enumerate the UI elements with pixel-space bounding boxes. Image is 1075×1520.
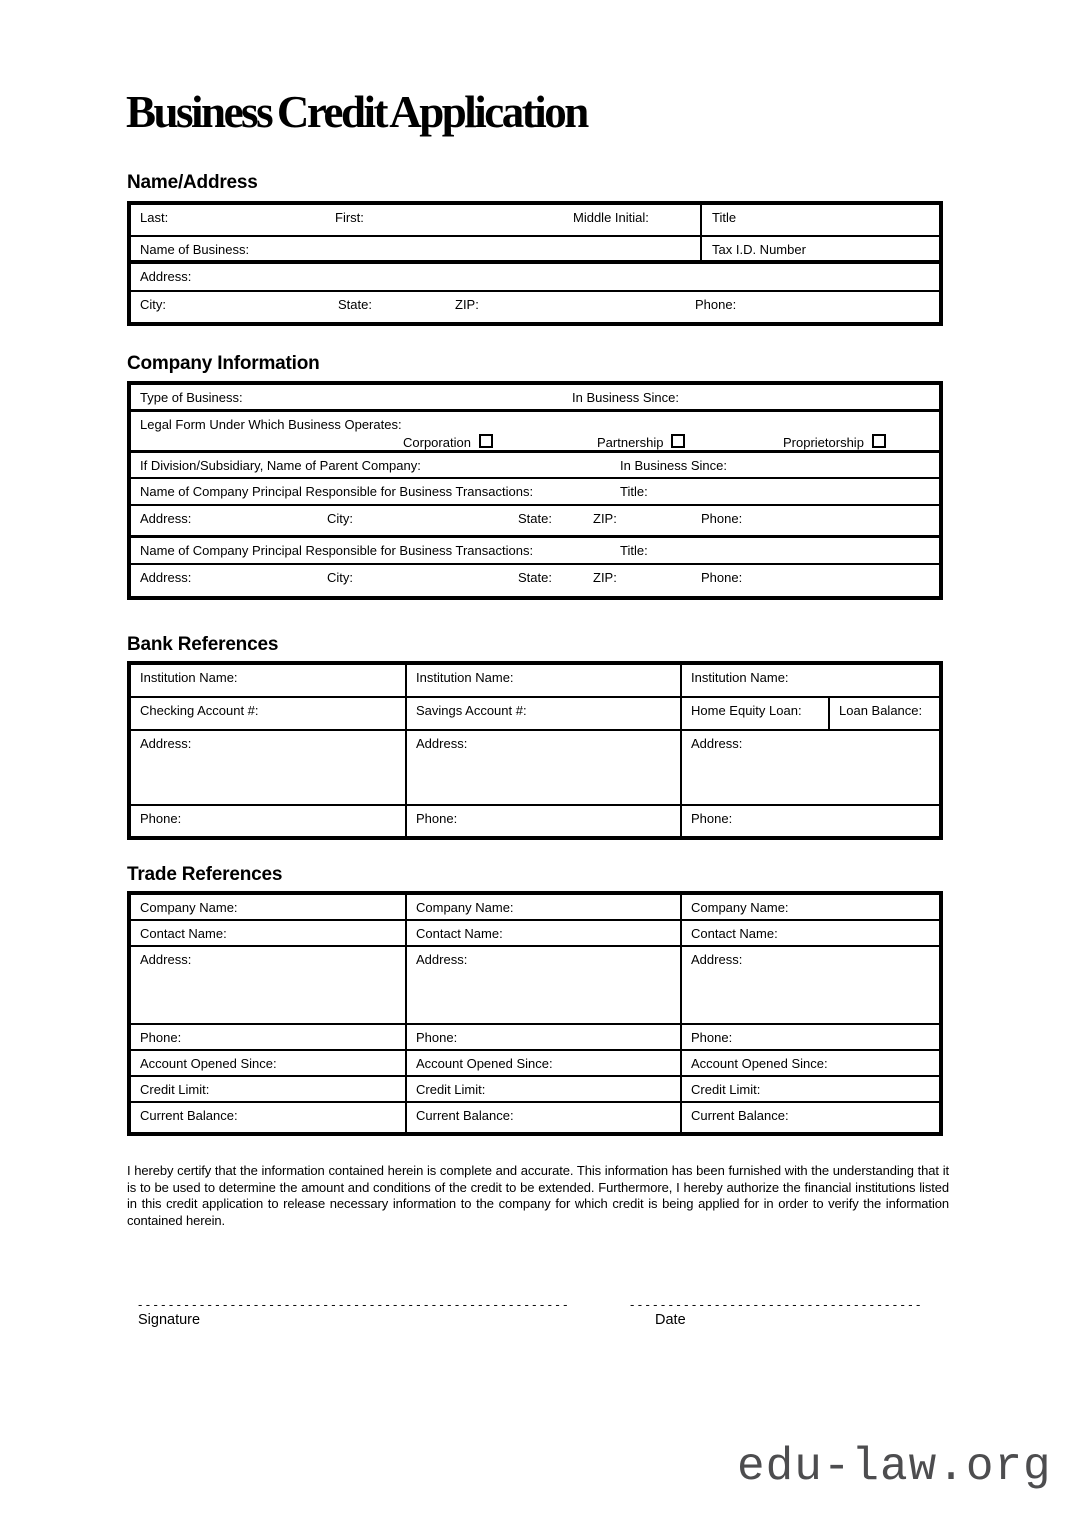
in-business-since-label: In Business Since: bbox=[620, 458, 727, 473]
zip-label: ZIP: bbox=[455, 297, 479, 312]
savings-account-label: Savings Account #: bbox=[416, 703, 527, 718]
address-label: Address: bbox=[140, 736, 192, 751]
bank-cell bbox=[405, 665, 680, 696]
phone-label: Phone: bbox=[701, 511, 743, 526]
trade-address-row bbox=[131, 947, 939, 1025]
principal-title-label: Title: bbox=[620, 484, 648, 499]
trade-cell bbox=[131, 947, 405, 1023]
credit-limit-row bbox=[131, 1077, 939, 1103]
state-label: State: bbox=[518, 511, 552, 526]
home-equity-loan-label: Home Equity Loan: bbox=[691, 703, 802, 718]
checking-account-label: Checking Account #: bbox=[140, 703, 259, 718]
corporation-option bbox=[403, 434, 493, 450]
principal-address-row bbox=[131, 506, 939, 538]
document-title: Business Credit Application bbox=[126, 87, 587, 137]
address-label: Address: bbox=[140, 511, 192, 526]
principal-address-row bbox=[131, 565, 939, 596]
name-address-table bbox=[127, 201, 943, 326]
credit-limit-label: Credit Limit: bbox=[691, 1082, 761, 1097]
bank-cell bbox=[405, 698, 680, 729]
business-name-label: Name of Business: bbox=[140, 242, 250, 257]
division-subsidiary-row bbox=[131, 453, 939, 479]
section-heading-name-address: Name/Address bbox=[127, 172, 258, 193]
trade-cell bbox=[680, 1025, 939, 1049]
credit-limit-label: Credit Limit: bbox=[140, 1082, 210, 1097]
first-name-label: First: bbox=[335, 210, 364, 225]
bank-phone-row bbox=[131, 806, 939, 836]
type-of-business-row bbox=[131, 385, 939, 412]
trade-cell bbox=[405, 1051, 680, 1075]
trade-cell bbox=[405, 947, 680, 1023]
principal-row bbox=[131, 538, 939, 565]
city-label: City: bbox=[140, 297, 166, 312]
trade-phone-row bbox=[131, 1025, 939, 1051]
account-row bbox=[131, 698, 939, 731]
partnership-label: Partnership bbox=[597, 435, 664, 450]
section-heading-bank-references: Bank References bbox=[127, 634, 279, 655]
section-heading-company-information: Company Information bbox=[127, 353, 320, 374]
business-name-row bbox=[131, 237, 939, 264]
address-row bbox=[131, 264, 939, 292]
certification-paragraph: I hereby certify that the information contained herein is complete and accurate. This information has been furnished with the understanding that it is to be used to determine the amount and conditions of the credit to be extended. Furthermore, I hereby authorize the financial institutions listed in this credit application to release necessary information to the company for which credit is being applied for in order to verify the information contained herein. bbox=[127, 1163, 949, 1228]
trade-cell bbox=[131, 921, 405, 945]
company-name-label: Company Name: bbox=[416, 900, 514, 915]
loan-balance-cell bbox=[828, 698, 939, 729]
legal-form-row bbox=[131, 412, 939, 453]
contact-name-row bbox=[131, 921, 939, 947]
trade-cell bbox=[680, 921, 939, 945]
trade-cell bbox=[131, 1025, 405, 1049]
signature-line: -------------------------------------------------------- bbox=[138, 1297, 571, 1312]
account-opened-label: Account Opened Since: bbox=[416, 1056, 553, 1071]
contact-name-label: Contact Name: bbox=[416, 926, 503, 941]
phone-label: Phone: bbox=[140, 811, 182, 826]
principal-name-label: Name of Company Principal Responsible for Business Transactions: bbox=[140, 543, 534, 558]
legal-form-label: Legal Form Under Which Business Operates: bbox=[140, 417, 402, 432]
bank-cell bbox=[131, 665, 405, 696]
bank-cell bbox=[680, 698, 939, 729]
date-line: -------------------------------------- bbox=[630, 1297, 924, 1312]
trade-cell bbox=[680, 947, 939, 1023]
phone-label: Phone: bbox=[140, 1030, 182, 1045]
current-balance-row bbox=[131, 1103, 939, 1132]
partnership-option bbox=[597, 434, 685, 450]
tax-id-label: Tax I.D. Number bbox=[712, 242, 806, 257]
company-information-table bbox=[127, 381, 943, 600]
trade-cell bbox=[680, 895, 939, 919]
phone-label: Phone: bbox=[416, 811, 458, 826]
proprietorship-label: Proprietorship bbox=[783, 435, 864, 450]
corporation-checkbox[interactable] bbox=[479, 434, 493, 448]
bank-address-row bbox=[131, 731, 939, 806]
address-label: Address: bbox=[140, 269, 192, 284]
trade-cell bbox=[405, 895, 680, 919]
address-label: Address: bbox=[416, 952, 468, 967]
current-balance-label: Current Balance: bbox=[140, 1108, 238, 1123]
bank-cell bbox=[131, 806, 405, 836]
trade-cell bbox=[405, 1077, 680, 1101]
city-state-zip-row bbox=[131, 292, 939, 322]
division-subsidiary-label: If Division/Subsidiary, Name of Parent Company: bbox=[140, 458, 421, 473]
current-balance-label: Current Balance: bbox=[416, 1108, 514, 1123]
bank-cell bbox=[405, 806, 680, 836]
state-label: State: bbox=[518, 570, 552, 585]
trade-cell bbox=[131, 1077, 405, 1101]
account-opened-row bbox=[131, 1051, 939, 1077]
proprietorship-checkbox[interactable] bbox=[872, 434, 886, 448]
bank-cell bbox=[680, 731, 939, 804]
trade-cell bbox=[131, 895, 405, 919]
partnership-checkbox[interactable] bbox=[671, 434, 685, 448]
corporation-label: Corporation bbox=[403, 435, 471, 450]
city-label: City: bbox=[327, 511, 353, 526]
trade-cell bbox=[405, 1025, 680, 1049]
company-name-label: Company Name: bbox=[140, 900, 238, 915]
bank-references-table bbox=[127, 661, 943, 840]
address-label: Address: bbox=[691, 952, 743, 967]
trade-cell bbox=[405, 1103, 680, 1132]
principal-title-label: Title: bbox=[620, 543, 648, 558]
principal-row bbox=[131, 479, 939, 506]
home-equity-cell bbox=[682, 698, 828, 729]
company-name-row bbox=[131, 895, 939, 921]
bank-cell bbox=[680, 665, 939, 696]
trade-cell bbox=[405, 921, 680, 945]
bank-cell bbox=[405, 731, 680, 804]
trade-cell bbox=[680, 1077, 939, 1101]
phone-label: Phone: bbox=[695, 297, 737, 312]
signature-label: Signature bbox=[138, 1312, 201, 1328]
trade-cell bbox=[680, 1103, 939, 1132]
address-label: Address: bbox=[416, 736, 468, 751]
city-label: City: bbox=[327, 570, 353, 585]
proprietorship-option bbox=[783, 434, 886, 450]
date-label: Date bbox=[655, 1312, 686, 1328]
institution-name-label: Institution Name: bbox=[691, 670, 789, 685]
company-name-label: Company Name: bbox=[691, 900, 789, 915]
column-divider bbox=[700, 237, 702, 260]
phone-label: Phone: bbox=[701, 570, 743, 585]
watermark: edu-law.org bbox=[737, 1441, 1052, 1493]
bank-cell bbox=[131, 731, 405, 804]
account-opened-label: Account Opened Since: bbox=[691, 1056, 828, 1071]
address-label: Address: bbox=[140, 952, 192, 967]
column-divider bbox=[700, 205, 702, 235]
contact-name-label: Contact Name: bbox=[691, 926, 778, 941]
bank-cell bbox=[131, 698, 405, 729]
credit-limit-label: Credit Limit: bbox=[416, 1082, 486, 1097]
loan-balance-label: Loan Balance: bbox=[839, 703, 923, 718]
bank-cell bbox=[680, 806, 939, 836]
trade-cell bbox=[131, 1103, 405, 1132]
in-business-since-label: In Business Since: bbox=[572, 390, 679, 405]
last-name-label: Last: bbox=[140, 210, 169, 225]
institution-name-label: Institution Name: bbox=[416, 670, 514, 685]
principal-name-label: Name of Company Principal Responsible for Business Transactions: bbox=[140, 484, 534, 499]
address-label: Address: bbox=[140, 570, 192, 585]
trade-cell bbox=[131, 1051, 405, 1075]
phone-label: Phone: bbox=[691, 811, 733, 826]
section-heading-trade-references: Trade References bbox=[127, 864, 283, 885]
current-balance-label: Current Balance: bbox=[691, 1108, 789, 1123]
zip-label: ZIP: bbox=[593, 511, 617, 526]
institution-name-label: Institution Name: bbox=[140, 670, 238, 685]
contact-name-label: Contact Name: bbox=[140, 926, 227, 941]
phone-label: Phone: bbox=[416, 1030, 458, 1045]
name-row bbox=[131, 205, 939, 237]
institution-name-row bbox=[131, 665, 939, 698]
trade-references-table bbox=[127, 891, 943, 1136]
account-opened-label: Account Opened Since: bbox=[140, 1056, 277, 1071]
address-label: Address: bbox=[691, 736, 743, 751]
phone-label: Phone: bbox=[691, 1030, 733, 1045]
trade-cell bbox=[680, 1051, 939, 1075]
middle-initial-label: Middle Initial: bbox=[573, 210, 649, 225]
title-label: Title bbox=[712, 210, 737, 225]
type-of-business-label: Type of Business: bbox=[140, 390, 243, 405]
zip-label: ZIP: bbox=[593, 570, 617, 585]
state-label: State: bbox=[338, 297, 372, 312]
